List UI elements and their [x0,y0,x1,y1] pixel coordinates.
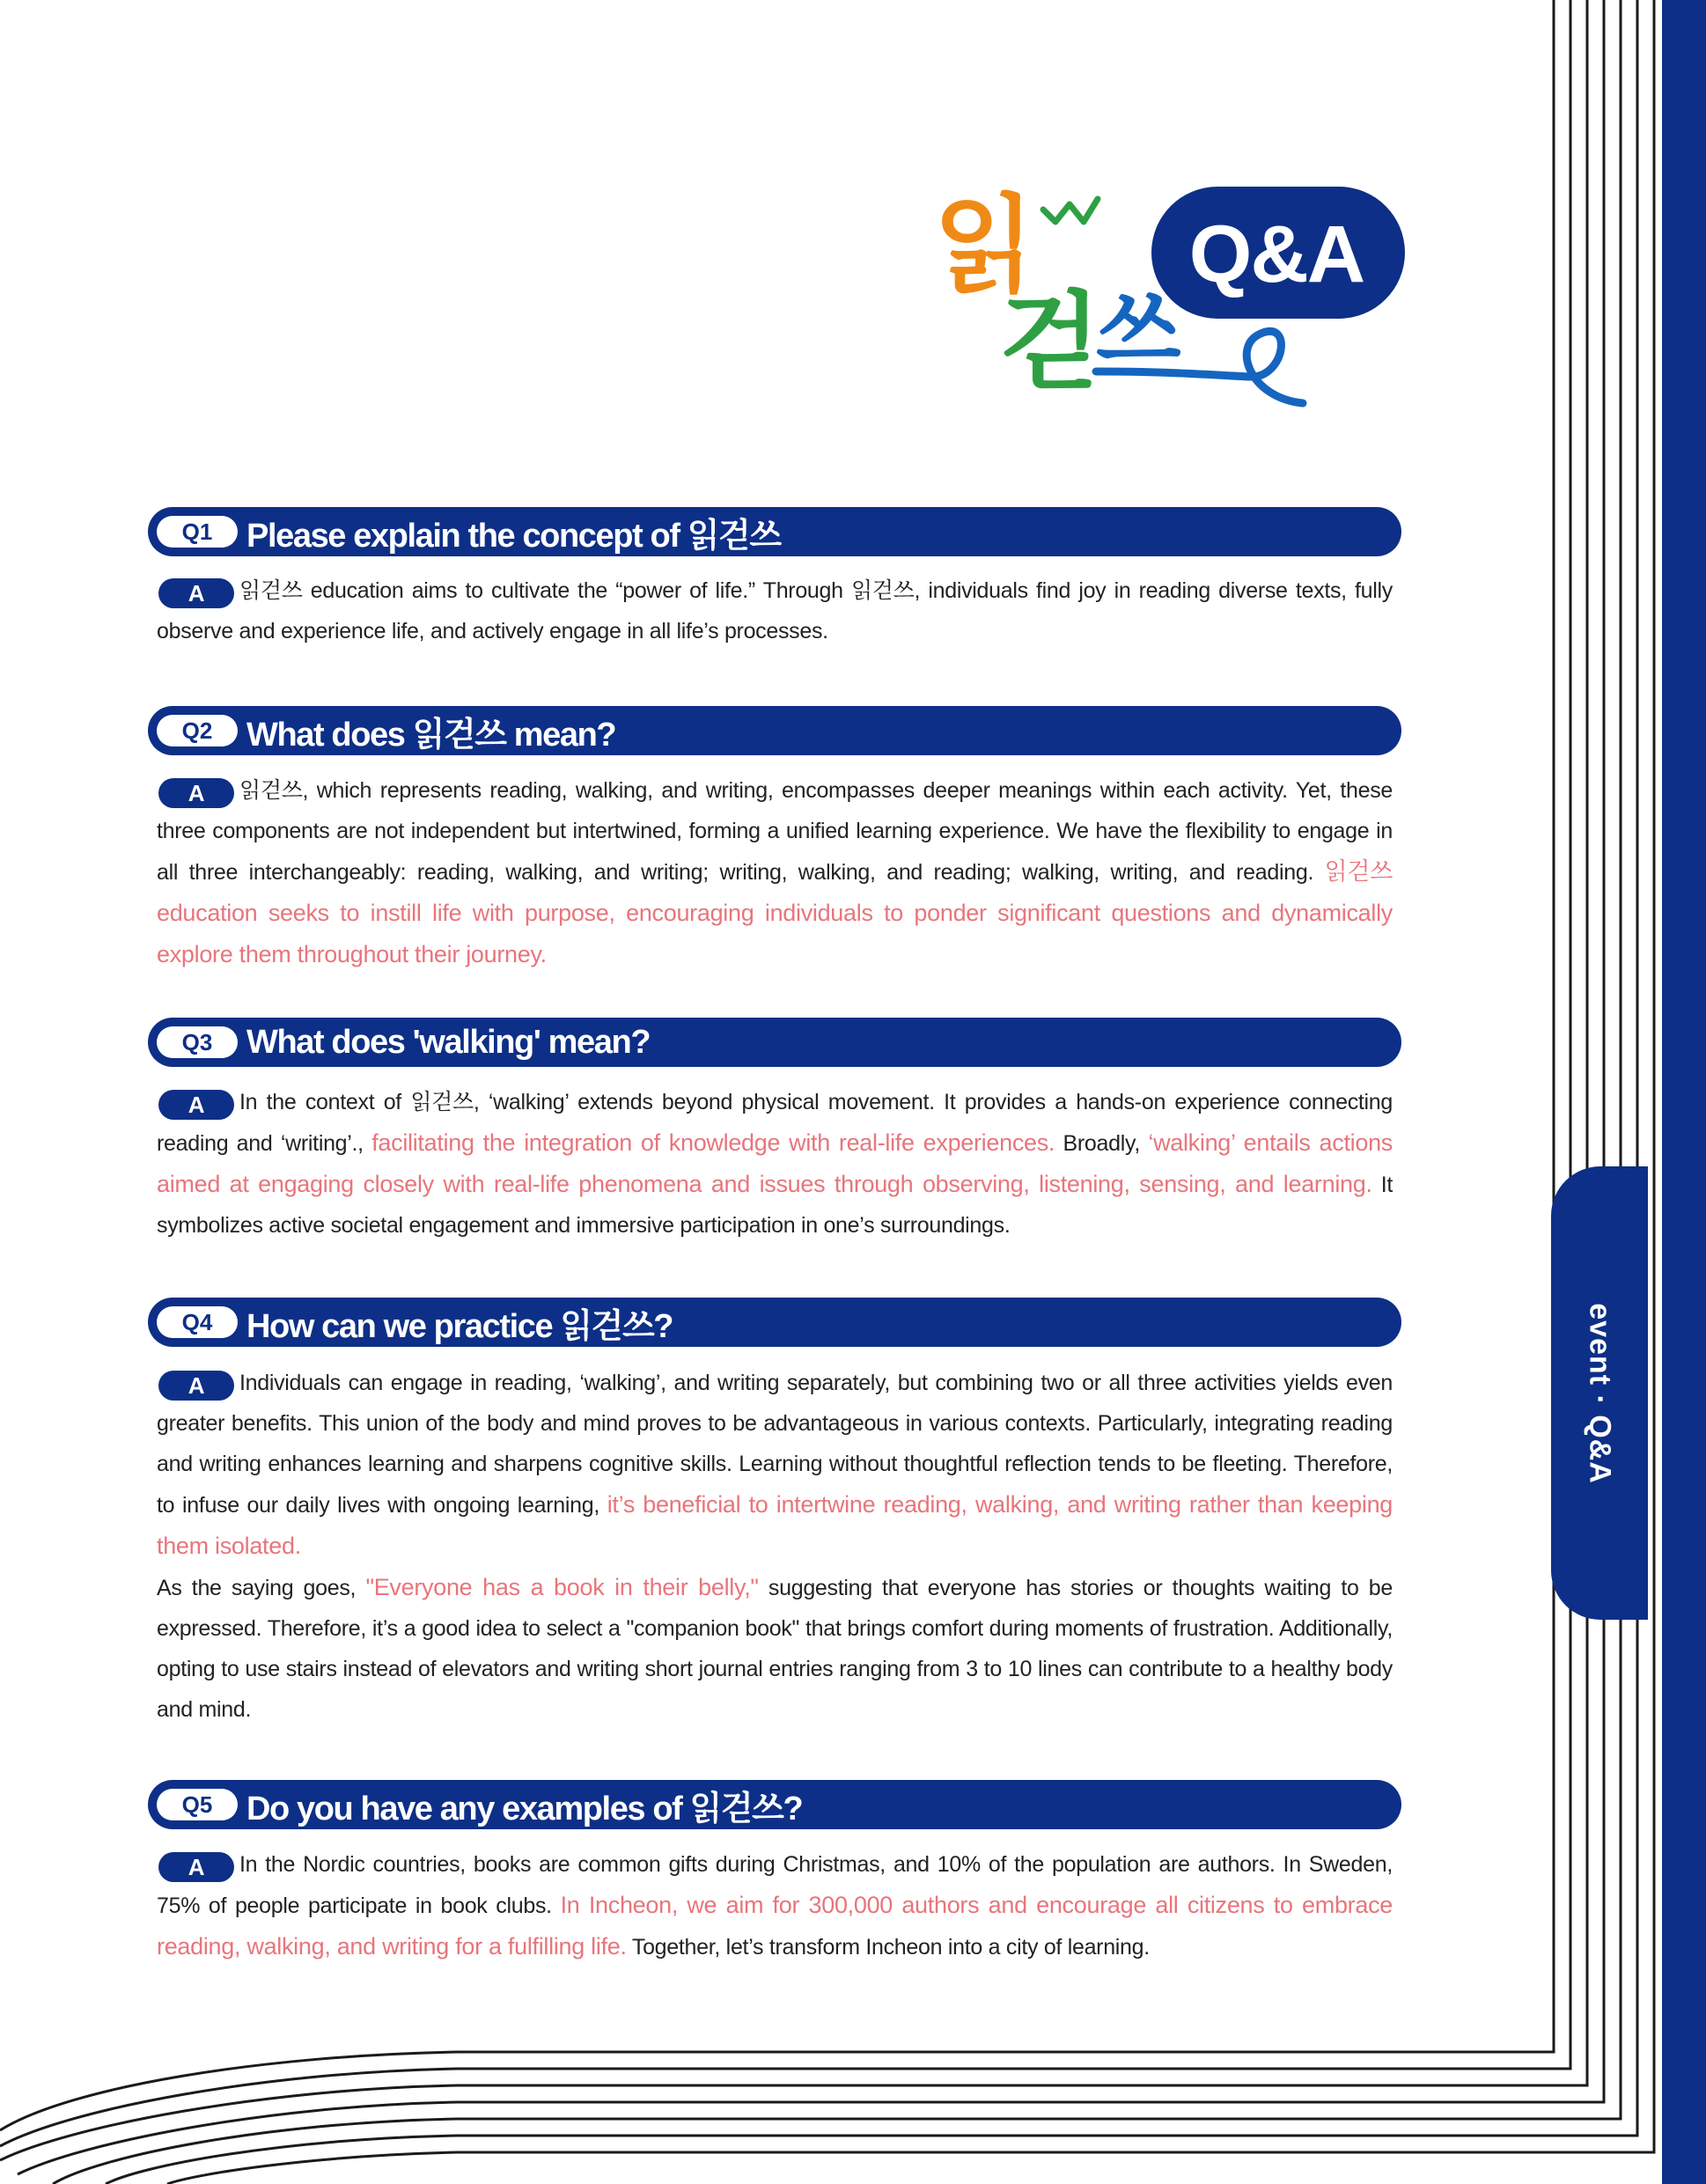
question-title: What does 읽걷쓰 mean? [246,716,616,754]
answer-q4 [157,1363,1393,1730]
question-number: Q3 [157,1026,238,1058]
answer-highlight: it’s beneficial to intertwine reading, walking, and writing rather than keeping them isolated. [157,1491,1393,1559]
question-number: Q4 [157,1306,238,1338]
answer-badge: A [158,1371,234,1401]
question-bar-q3 [148,1018,1401,1067]
answer-text: Together, let’s transform Incheon into a city of learning. [626,1935,1150,1960]
question-number: Q1 [157,516,238,548]
logo-char-write: 쓰 [1096,279,1181,382]
logo-char-walk: 걷 [999,282,1101,404]
question-title: What does 'walking' mean? [246,1023,651,1061]
answer-badge: A [158,1090,234,1120]
answer-highlight: "Everyone has a book in their belly," [365,1574,759,1600]
answer-q1 [157,570,1393,651]
answer-badge: A [158,1852,234,1882]
question-bar-q4 [148,1298,1401,1347]
answer-text: 읽걷쓰, which represents reading, walking, and writing, encompasses deeper meanings within each activity. Yet, these three components are not independent but intertwined, forming a unified learning experience. We have the flexibility to engage in all three interchangeably: reading, walking, and writing; writing, walking, and reading; walking, writing, and reading. [157,778,1393,885]
answer-text: suggesting that everyone has stories or thoughts waiting to be expressed. Therefore, it’s a good idea to select a "companion book" that brings comfort during moments of frustration. Additionally, opting to use stairs instead of elevators and writing short journal entries ranging from 3 to 10 lines can contribute to a healthy body and mind. [157,1576,1393,1722]
q-and-a-logo [933,167,1408,423]
question-number: Q2 [157,715,238,746]
answer-text: In the context of 읽걷쓰, ‘walking’ extends beyond physical movement. It provides a hands-on experience connecting reading and ‘writing’., [157,1090,1393,1156]
section-side-tab [1551,1166,1648,1620]
answer-q5 [157,1844,1393,1967]
answer-text: 읽걷쓰 education aims to cultivate the “power of life.” Through 읽걷쓰, individuals find joy in reading diverse texts, fully observe and experience life, and actively engage in all life’s processes. [157,578,1393,643]
question-bar-q2 [148,706,1401,755]
answer-text: In the Nordic countries, books are common gifts during Christmas, and 10% of the population are authors. In Sweden, 75% of people participate in book clubs. [157,1852,1393,1918]
answer-paragraph-2 [157,1567,1393,1730]
logo-badge-text: Q&A [1188,210,1364,299]
answer-highlight: facilitating the integration of knowledge with real-life experiences. [371,1129,1055,1156]
answer-badge: A [158,578,234,608]
answer-q2 [157,770,1393,975]
answer-highlight: ‘walking’ entails actions aimed at engaging closely with real-life phenomena and issues through observing, listening, sensing, and learning. [157,1129,1393,1197]
side-tab-label: event · Q&A [1583,1302,1617,1484]
logo-wave-icon [1043,199,1098,222]
answer-text: Individuals can engage in reading, ‘walking’, and writing separately, but combining two or all three activities yields even greater benefits. This union of the body and mind proves to be advantageous in various contexts. Particularly, integrating reading and writing enhances learning and sharpens cognitive skills. Learning without thoughtful reflection tends to be fleeting. Therefore, to infuse our daily lives with ongoing learning, [157,1371,1393,1518]
question-bar-q5 [148,1780,1401,1829]
answer-text: Broadly, [1055,1131,1149,1156]
answer-text: It symbolizes active societal engagement and immersive participation in one’s surroundings. [157,1173,1393,1238]
answer-highlight: In Incheon, we aim for 300,000 authors and encourage all citizens to embrace reading, walking, and writing for a fulfilling life. [157,1892,1393,1960]
right-edge-bar [1662,0,1706,2184]
question-number: Q5 [157,1789,238,1820]
question-title: Do you have any examples of 읽걷쓰? [246,1790,803,1827]
answer-text: As the saying goes, [157,1576,366,1600]
answer-q3 [157,1082,1393,1246]
question-title: How can we practice 읽걷쓰? [246,1307,673,1345]
answer-badge: A [158,778,234,808]
logo-char-read: 읽 [933,185,1035,307]
question-title: Please explain the concept of 읽걷쓰 [246,517,781,555]
question-bar-q1 [148,507,1401,556]
answer-highlight: 읽걷쓰 education seeks to instill life with purpose, encouraging individuals to ponder significant questions and dynamically explore them throughout their journey. [157,858,1393,967]
